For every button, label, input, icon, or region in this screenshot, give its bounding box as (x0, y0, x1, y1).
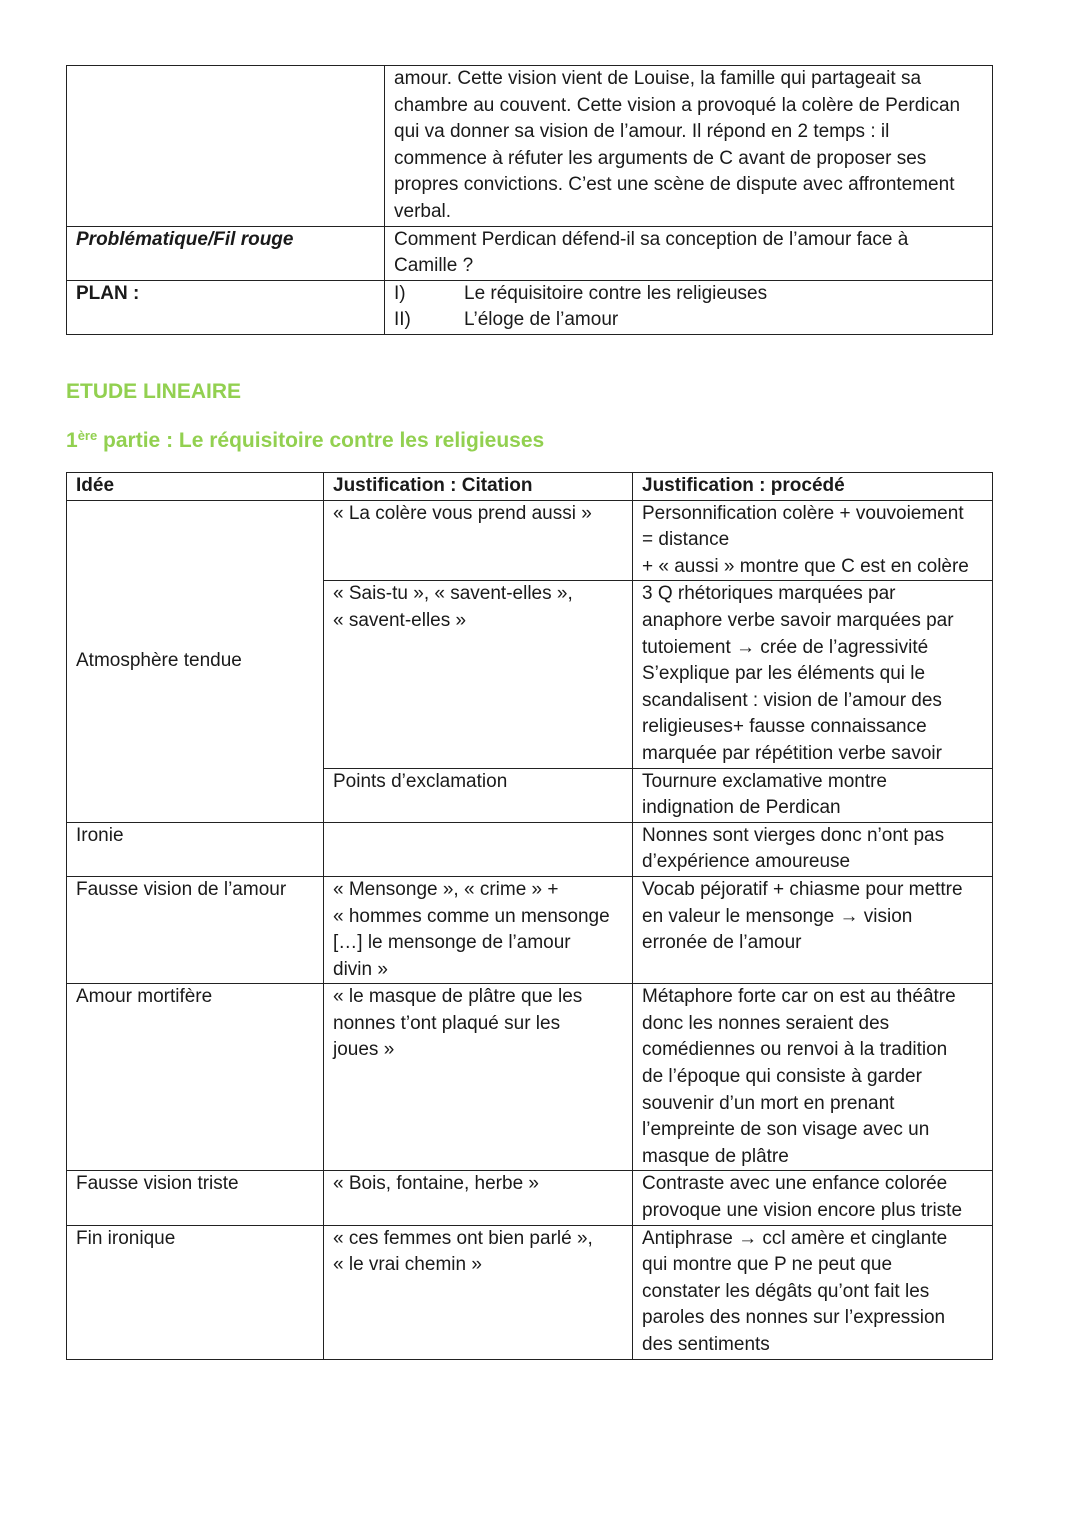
intro-line: verbal. (394, 200, 452, 222)
plan-item-number: I) (394, 282, 406, 304)
summary-table (66, 65, 993, 335)
cell-line: donc les nonnes seraient des (642, 1012, 890, 1034)
cell-line: « Mensonge », « crime » + (333, 878, 559, 900)
citation-cell (324, 1225, 633, 1359)
cell-line: anaphore verbe savoir marquées par (642, 609, 954, 631)
cell-line: « La colère vous prend aussi » (333, 502, 592, 524)
cell-line: provoque une vision encore plus triste (642, 1200, 963, 1222)
header-citation: Justification : Citation (324, 473, 633, 501)
cell-line: Contraste avec une enfance colorée (642, 1173, 948, 1195)
table-row (67, 1171, 993, 1225)
part-title-text: partie : Le réquisitoire contre les religieuses (97, 429, 545, 452)
cell-line: indignation de Perdican (642, 797, 841, 819)
empty-cell (67, 66, 385, 227)
process-cell (633, 822, 993, 876)
plan-label: PLAN : (67, 280, 385, 334)
cell-line: tutoiement → crée de l’agressivité (642, 636, 929, 658)
idea-cell: Fausse vision triste (67, 1171, 324, 1225)
cell-line: Tournure exclamative montre (642, 770, 887, 792)
intro-line: qui va donner sa vision de l’amour. Il répond en 2 temps : il (394, 121, 890, 143)
cell-line: erronée de l’amour (642, 932, 802, 954)
table-row (67, 984, 993, 1171)
cell-line: divin » (333, 958, 388, 980)
idea-cell: Atmosphère tendue (67, 500, 324, 822)
cell-line: souvenir d’un mort en prenant (642, 1092, 895, 1114)
analysis-rows (67, 500, 993, 1359)
cell-line: Antiphrase → ccl amère et cinglante (642, 1227, 948, 1249)
cell-line: en valeur le mensonge → vision (642, 905, 913, 927)
citation-cell (324, 822, 633, 876)
problem-text-cell (385, 226, 993, 280)
cell-line: « hommes comme un mensonge (333, 905, 610, 927)
cell-line: Métaphore forte car on est au théâtre (642, 986, 956, 1008)
intro-line: chambre au couvent. Cette vision a provoqué la colère de Perdican (394, 94, 961, 116)
process-cell (633, 581, 993, 768)
cell-line: Nonnes sont vierges donc n’ont pas (642, 824, 945, 846)
cell-line: nonnes t’ont plaqué sur les (333, 1012, 561, 1034)
part-title (66, 427, 544, 455)
process-cell (633, 1225, 993, 1359)
process-cell (633, 500, 993, 581)
cell-line: Points d’exclamation (333, 770, 508, 792)
header-idea: Idée (67, 473, 324, 501)
citation-cell (324, 768, 633, 822)
cell-line: « savent-elles » (333, 609, 467, 631)
cell-line: de l’époque qui consiste à garder (642, 1066, 922, 1088)
table-row (67, 66, 993, 227)
citation-cell (324, 500, 633, 581)
intro-line: propres convictions. C’est une scène de dispute avec affrontement (394, 174, 955, 196)
cell-line: constater les dégâts qu’ont fait les (642, 1280, 930, 1302)
citation-cell (324, 984, 633, 1171)
cell-line: masque de plâtre (642, 1145, 789, 1167)
cell-line: Personnification colère + vouvoiement (642, 502, 964, 524)
cell-line: « le vrai chemin » (333, 1254, 482, 1276)
analysis-table (66, 472, 993, 1360)
cell-line: Vocab péjoratif + chiasme pour mettre (642, 878, 963, 900)
plan-item-text: L’éloge de l’amour (464, 309, 619, 331)
cell-line: joues » (333, 1039, 395, 1061)
idea-cell: Amour mortifère (67, 984, 324, 1171)
process-cell (633, 984, 993, 1171)
part-title-superscript: ère (77, 428, 98, 443)
idea-cell: Ironie (67, 822, 324, 876)
table-row (67, 226, 993, 280)
plan-item-text: Le réquisitoire contre les religieuses (464, 282, 768, 304)
intro-text-cell (385, 66, 993, 227)
cell-line: […] le mensonge de l’amour (333, 932, 571, 954)
cell-line: comédiennes ou renvoi à la tradition (642, 1039, 948, 1061)
table-row (67, 500, 993, 581)
table-row (67, 876, 993, 983)
process-cell (633, 876, 993, 983)
citation-cell (324, 1171, 633, 1225)
intro-line: commence à réfuter les arguments de C avant de proposer ses (394, 147, 927, 169)
problem-label: Problématique/Fil rouge (67, 226, 385, 280)
process-cell (633, 768, 993, 822)
cell-line: d’expérience amoureuse (642, 851, 851, 873)
idea-cell: Fausse vision de l’amour (67, 876, 324, 983)
problem-line: Comment Perdican défend-il sa conception de l’amour face à (394, 228, 909, 250)
cell-line: l’empreinte de son visage avec un (642, 1119, 930, 1141)
idea-cell: Fin ironique (67, 1225, 324, 1359)
cell-line: scandalisent : vision de l’amour des (642, 689, 942, 711)
citation-cell (324, 876, 633, 983)
cell-line: marquée par répétition verbe savoir (642, 742, 942, 764)
cell-line: « Sais-tu », « savent-elles », (333, 583, 573, 605)
cell-line: des sentiments (642, 1334, 770, 1355)
plan-cell (385, 280, 993, 334)
plan-item-number: II) (394, 309, 411, 331)
table-row (67, 1225, 993, 1359)
intro-line: amour. Cette vision vient de Louise, la famille qui partageait sa (394, 68, 922, 89)
cell-line: + « aussi » montre que C est en colère (642, 555, 969, 577)
cell-line: « Bois, fontaine, herbe » (333, 1173, 539, 1195)
cell-line: 3 Q rhétoriques marquées par (642, 583, 896, 605)
header-process: Justification : procédé (633, 473, 993, 501)
cell-line: qui montre que P ne peut que (642, 1254, 893, 1276)
cell-line: = distance (642, 529, 730, 551)
process-cell (633, 1171, 993, 1225)
cell-line: « le masque de plâtre que les (333, 986, 583, 1008)
problem-line: Camille ? (394, 255, 474, 277)
plan-item (394, 281, 984, 308)
cell-line: S’explique par les éléments qui le (642, 663, 926, 685)
part-title-ordinal: 1 (66, 429, 78, 452)
cell-line: paroles des nonnes sur l’expression (642, 1307, 946, 1329)
cell-line: « ces femmes ont bien parlé », (333, 1227, 593, 1249)
table-row (67, 280, 993, 334)
citation-cell (324, 581, 633, 768)
section-title: ETUDE LINEAIRE (66, 380, 242, 403)
table-row (67, 822, 993, 876)
cell-line: religieuses+ fausse connaissance (642, 716, 927, 738)
table-header-row (67, 473, 993, 501)
plan-item (394, 307, 984, 334)
